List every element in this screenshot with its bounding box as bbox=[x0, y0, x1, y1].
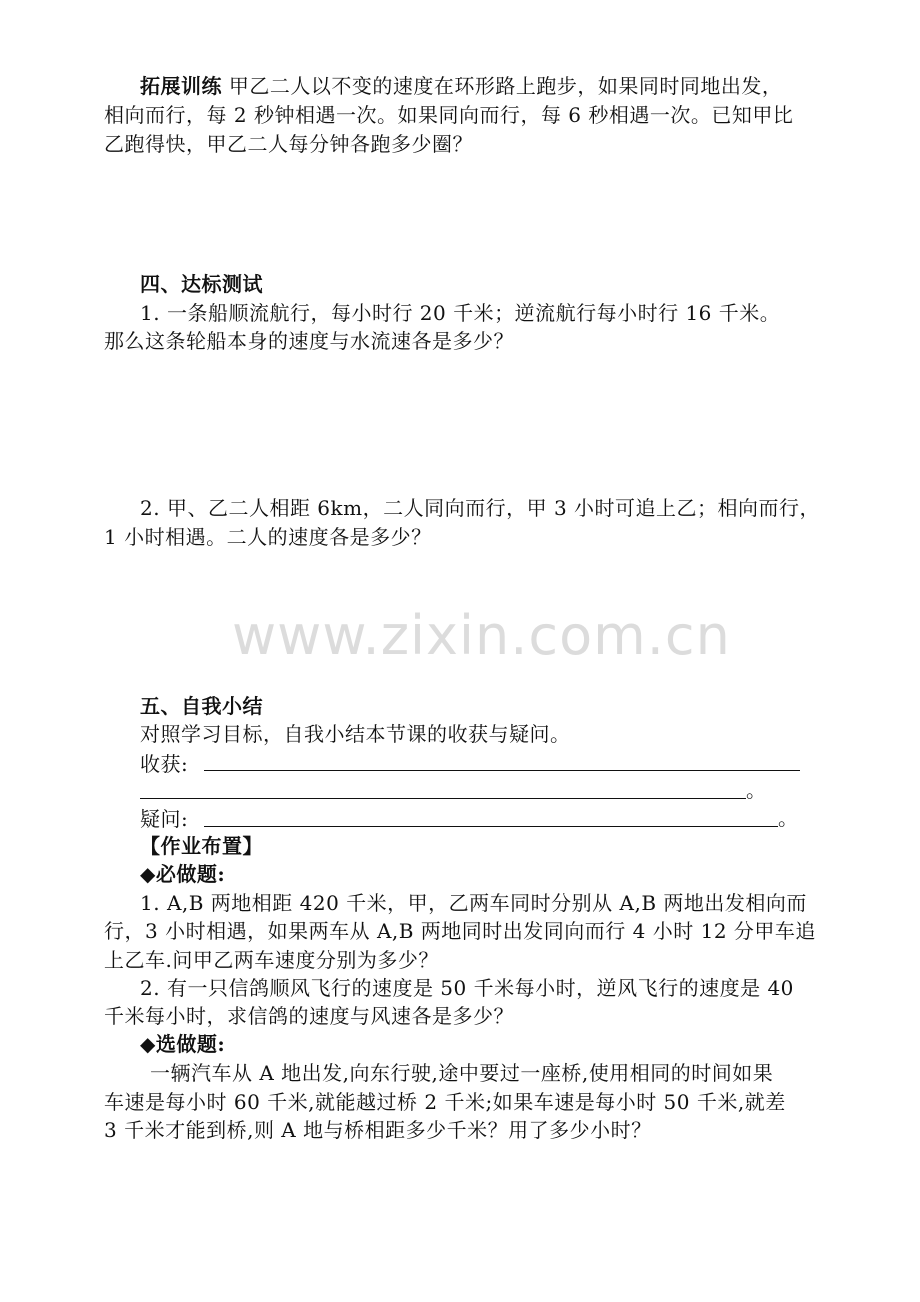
gain-answer-line bbox=[204, 770, 800, 771]
extension-line-3: 乙跑得快，甲乙二人每分钟各跑多少圈？ bbox=[104, 132, 473, 156]
section4-q2-line-2: 1 小时相遇。二人的速度各是多少？ bbox=[104, 525, 432, 549]
optional-line-1: 一辆汽车从 A 地出发,向东行驶,途中要过一座桥,使用相同的时间如果 bbox=[150, 1061, 774, 1085]
required-q1-line-3: 上乙车.问甲乙两车速度分别为多少？ bbox=[104, 948, 439, 972]
required-q2-line-2: 千米每小时，求信鸽的速度与风速各是多少？ bbox=[104, 1004, 514, 1028]
required-q1-line-2: 行，3 小时相遇，如果两车从 A,B 两地同时出发同向而行 4 小时 12 分甲车追 bbox=[104, 919, 816, 943]
optional-label: ◆选做题: bbox=[140, 1032, 226, 1056]
extension-line-1 bbox=[140, 72, 782, 100]
section4-title: 四、达标测试 bbox=[140, 272, 263, 296]
extension-line-2: 相向而行，每 2 秒钟相遇一次。如果同向而行，每 6 秒相遇一次。已知甲比 bbox=[104, 103, 794, 127]
extension-text-1: 甲乙二人以不变的速度在环形路上跑步，如果同时同地出发， bbox=[222, 74, 783, 98]
optional-line-3: 3 千米才能到桥,则 A 地与桥相距多少千米？用了多少小时？ bbox=[104, 1118, 652, 1142]
gain-answer-line-2 bbox=[140, 798, 746, 799]
watermark: www.zixin.com.cn bbox=[232, 604, 731, 667]
section5-title: 五、自我小结 bbox=[140, 694, 263, 718]
question-answer-line bbox=[204, 826, 778, 827]
section4-q2-line-1: 2. 甲、乙二人相距 6km，二人同向而行，甲 3 小时可追上乙；相向而行， bbox=[140, 496, 821, 520]
section5-intro: 对照学习目标，自我小结本节课的收获与疑问。 bbox=[140, 722, 571, 746]
gain-label: 收获: bbox=[140, 752, 189, 776]
required-q2-line-1: 2. 有一只信鸽顺风飞行的速度是 50 千米每小时，逆风飞行的速度是 40 bbox=[140, 976, 794, 1000]
optional-line-2: 车速是每小时 60 千米,就能越过桥 2 千米;如果车速是每小时 50 千米,就差 bbox=[104, 1090, 786, 1114]
question-label: 疑问: bbox=[140, 807, 189, 831]
extension-label: 拓展训练 bbox=[140, 74, 222, 98]
required-label: ◆必做题: bbox=[140, 862, 226, 886]
section4-q1-line-2: 那么这条轮船本身的速度与水流速各是多少？ bbox=[104, 329, 514, 353]
homework-title: 【作业布置】 bbox=[140, 834, 263, 858]
gain-period: 。 bbox=[746, 778, 767, 802]
question-period: 。 bbox=[778, 806, 799, 830]
required-q1-line-1: 1. A,B 两地相距 420 千米，甲，乙两车同时分别从 A,B 两地出发相向而 bbox=[140, 891, 807, 915]
section4-q1-line-1: 1. 一条船顺流航行，每小时行 20 千米；逆流航行每小时行 16 千米。 bbox=[140, 301, 781, 325]
